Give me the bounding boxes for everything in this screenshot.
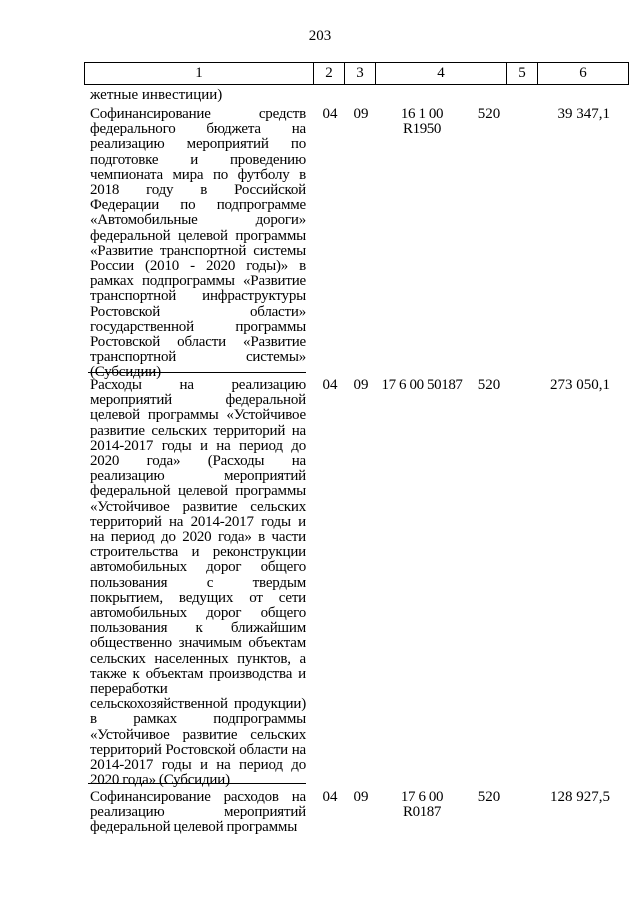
row-subsection-code: 09 xyxy=(353,106,369,122)
carry-over-text: жетные инвестиции) xyxy=(90,87,223,103)
column-header-2: 2 xyxy=(314,63,345,85)
row-separator xyxy=(88,783,306,784)
column-header-3: 3 xyxy=(345,63,376,85)
column-header-1: 1 xyxy=(85,63,314,85)
row-target-article-code: 16 1 00 R1950 xyxy=(400,106,444,138)
row-description: Расходы на реализацию мероприятий федеральной целевой программы «Устойчивое развитие сельских территорий на 2014-2017 годы и на период до 2020 года» (Расходы на реализацию мероприятий федеральной целевой программы «Устойчивое развитие сельских территорий на 2014-2017 годы и на период до 2020 года» в части строительства и реконструкции автомобильных дорог общего пользования с твердым покрытием, ведущих от сети автомобильных дорог общего пользования к ближайшим общественно значимым объектам сельских населенных пунктов, а также к объектам производства и переработки сельскохозяйственной продукции) в рамках подпрограммы «Устойчивое развитие сельских территорий Ростовской области на 2014-2017 годы и на период до 2020 года» (Субсидии) xyxy=(90,377,306,789)
row-amount: 39 347,1 xyxy=(557,106,610,122)
row-section-code: 04 xyxy=(322,789,338,805)
row-target-article-code: 17 6 00 R0187 xyxy=(400,789,444,821)
row-description: Софинансирование расходов на реализацию мероприятий федеральной целевой программы xyxy=(90,789,306,836)
column-header-row xyxy=(85,63,629,85)
row-amount: 273 050,1 xyxy=(550,377,610,393)
column-header-6: 6 xyxy=(538,63,629,85)
row-amount: 128 927,5 xyxy=(550,789,610,805)
row-expense-type-code: 520 xyxy=(477,377,501,393)
row-separator xyxy=(88,372,306,373)
row-target-article-code: 17 6 00 50187 xyxy=(381,377,463,393)
column-header-table xyxy=(84,62,629,85)
row-expense-type-code: 520 xyxy=(477,789,501,805)
row-subsection-code: 09 xyxy=(353,377,369,393)
row-expense-type-code: 520 xyxy=(477,106,501,122)
row-subsection-code: 09 xyxy=(353,789,369,805)
column-header-5: 5 xyxy=(507,63,538,85)
page-number: 203 xyxy=(308,28,332,44)
column-header-4: 4 xyxy=(376,63,507,85)
row-section-code: 04 xyxy=(322,377,338,393)
row-description: Софинансирование средств федерального бюджета на реализацию мероприятий по подготовке и проведению чемпионата мира по футболу в 2018 году в Российской Федерации по подпрограмме «Автомобильные дороги» федеральной целевой программы «Развитие транспортной системы России (2010 - 2020 годы)» в рамках подпрограммы «Развитие транспортной инфраструктуры Ростовской области» государственной программы Ростовской области «Развитие транспортной системы» (Субсидии) xyxy=(90,106,306,381)
row-section-code: 04 xyxy=(322,106,338,122)
